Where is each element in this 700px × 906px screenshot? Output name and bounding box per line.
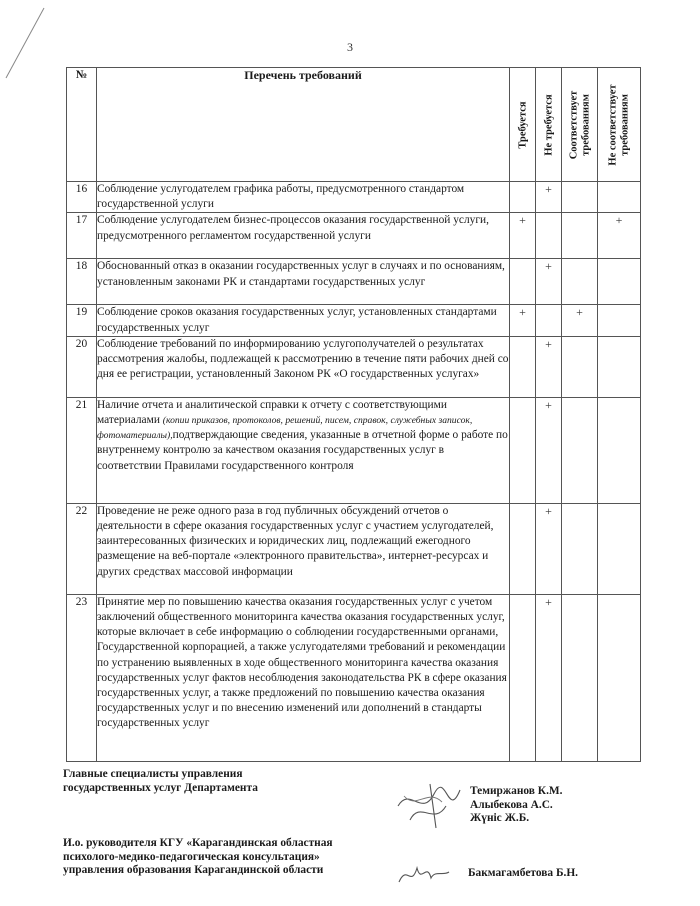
signatory-title-line: управления образования Карагандинской области bbox=[63, 864, 324, 876]
header-not-complies bbox=[598, 68, 641, 182]
row-requirement-text: Наличие отчета и аналитической справки к отчету с соответствующими материалами bbox=[97, 398, 447, 427]
mark-required bbox=[510, 259, 536, 305]
row-requirement: Принятие мер по повышению качества оказания государственных услуг с учетом заключений общественного мониторинга качества оказания государственных услуг, которые включает в себе информацию о соблюдении государственными органами, Государственной корпорацией, а также услугодателями требований и рекомендации по устранению выявленных в ходе общественного мониторинга качества оказания государственных услуг фактов несоблюдения законодательства РК в сфере оказания государственных услуг, а также предложений по повышению качества оказания государственных услуг и по внесению изменений или дополнений в стандарты государственных услуг bbox=[97, 594, 510, 761]
mark-not-complies bbox=[598, 259, 641, 305]
requirements-table bbox=[66, 67, 641, 762]
signatory-title-specialists bbox=[63, 768, 258, 795]
mark-not-required: + bbox=[536, 182, 562, 213]
row-requirement-italic-note: (копии приказов, протоколов, решений, писем, справок, служебных записок, фотоматериалы), bbox=[97, 415, 473, 442]
mark-complies bbox=[562, 182, 598, 213]
header-requirements: Перечень требований bbox=[97, 68, 510, 182]
signatory-title-line: психолого-медико-педагогическая консультация» bbox=[63, 850, 320, 863]
mark-not-required: + bbox=[536, 594, 562, 761]
mark-complies: + bbox=[562, 305, 598, 336]
mark-required bbox=[510, 336, 536, 397]
row-requirement: Соблюдение требований по информированию услугополучателей о результатах рассмотрения жалобы, подлежащей к рассмотрению в течение пяти рабочих дней со дня ее регистрации, установленный Законом РК «О государственных услугах» bbox=[97, 336, 510, 397]
row-number: 19 bbox=[67, 305, 97, 336]
row-number: 18 bbox=[67, 259, 97, 305]
mark-not-required bbox=[536, 305, 562, 336]
header-not-required-label: Не требуется bbox=[542, 93, 554, 156]
signatory-name: Жүніс Ж.Б. bbox=[470, 812, 530, 824]
mark-required: + bbox=[510, 305, 536, 336]
table-row bbox=[67, 397, 641, 503]
mark-required bbox=[510, 503, 536, 594]
mark-complies bbox=[562, 213, 598, 259]
handwritten-signature bbox=[390, 776, 470, 836]
table-row bbox=[67, 259, 641, 305]
row-number: 21 bbox=[67, 397, 97, 503]
mark-not-complies bbox=[598, 336, 641, 397]
mark-required bbox=[510, 594, 536, 761]
table-row bbox=[67, 594, 641, 761]
mark-required: + bbox=[510, 213, 536, 259]
mark-not-complies: + bbox=[598, 213, 641, 259]
header-complies bbox=[562, 68, 598, 182]
table-row bbox=[67, 213, 641, 259]
header-not-required bbox=[536, 68, 562, 182]
header-not-complies-label: Не соответствует требованиям bbox=[607, 83, 630, 166]
mark-not-complies bbox=[598, 305, 641, 336]
signatory-name: Алыбекова А.С. bbox=[470, 798, 553, 811]
row-requirement: Обоснованный отказ в оказании государственных услуг в случаях и по основаниям, установленным законами РК и стандартами государственных услуг bbox=[97, 259, 510, 305]
row-number: 17 bbox=[67, 213, 97, 259]
row-number: 22 bbox=[67, 503, 97, 594]
header-required bbox=[510, 68, 536, 182]
mark-not-required: + bbox=[536, 336, 562, 397]
row-requirement: Соблюдение услугодателем бизнес-процессов оказания государственной услуги, предусмотренного регламентом государственной услуги bbox=[97, 213, 510, 259]
header-required-label: Требуется bbox=[516, 100, 528, 149]
mark-complies bbox=[562, 503, 598, 594]
signatory-title-line: Главные специалисты управления bbox=[63, 768, 243, 780]
mark-not-required: + bbox=[536, 503, 562, 594]
signatory-name: Темиржанов К.М. bbox=[470, 785, 563, 797]
row-number: 23 bbox=[67, 594, 97, 761]
mark-not-required bbox=[536, 213, 562, 259]
table-row bbox=[67, 305, 641, 336]
signatory-title-line: государственных услуг Департамента bbox=[63, 781, 258, 794]
mark-required bbox=[510, 397, 536, 503]
mark-required bbox=[510, 182, 536, 213]
mark-complies bbox=[562, 397, 598, 503]
header-complies-label: Соответствует требованиям bbox=[568, 90, 591, 159]
row-requirement: Проведение не реже одного раза в год публичных обсуждений отчетов о деятельности в сфере оказания государственных услуг с участием услугодателей, заинтересованных физических и юридических лиц, подлежащий ежегодного размещение на веб-портале «электронного правительства», интернет-ресурсах и других средствах массовой информации bbox=[97, 503, 510, 594]
row-number: 16 bbox=[67, 182, 97, 213]
mark-not-complies bbox=[598, 503, 641, 594]
table-row bbox=[67, 503, 641, 594]
mark-not-complies bbox=[598, 594, 641, 761]
mark-complies bbox=[562, 336, 598, 397]
table-header-row bbox=[67, 68, 641, 182]
header-num: № bbox=[67, 68, 97, 182]
row-requirement: Соблюдение сроков оказания государственных услуг, установленных стандартами государственных услуг bbox=[97, 305, 510, 336]
mark-complies bbox=[562, 594, 598, 761]
signatory-name-head: Бакмагамбетова Б.Н. bbox=[468, 867, 579, 879]
mark-not-required: + bbox=[536, 397, 562, 503]
table-row bbox=[67, 182, 641, 213]
mark-not-required: + bbox=[536, 259, 562, 305]
mark-not-complies bbox=[598, 397, 641, 503]
mark-not-complies bbox=[598, 182, 641, 213]
row-requirement-text-cont: подтверждающие сведения, указанные в отчетной форме о работе по внутреннему контролю за качеством оказания государственных услуг в соответствии Правилами государственного контроля bbox=[97, 429, 508, 472]
signatory-names-specialists bbox=[470, 785, 563, 826]
signatory-title-line: И.о. руководителя КГУ «Карагандинская областная bbox=[63, 837, 333, 849]
mark-complies bbox=[562, 259, 598, 305]
handwritten-signature bbox=[393, 858, 453, 892]
row-requirement bbox=[97, 397, 510, 503]
row-number: 20 bbox=[67, 336, 97, 397]
page-number: 3 bbox=[347, 40, 353, 54]
table-row bbox=[67, 336, 641, 397]
row-requirement: Соблюдение услугодателем графика работы, предусмотренного стандартом государственной услуги bbox=[97, 182, 510, 213]
signatory-title-head bbox=[63, 837, 333, 878]
